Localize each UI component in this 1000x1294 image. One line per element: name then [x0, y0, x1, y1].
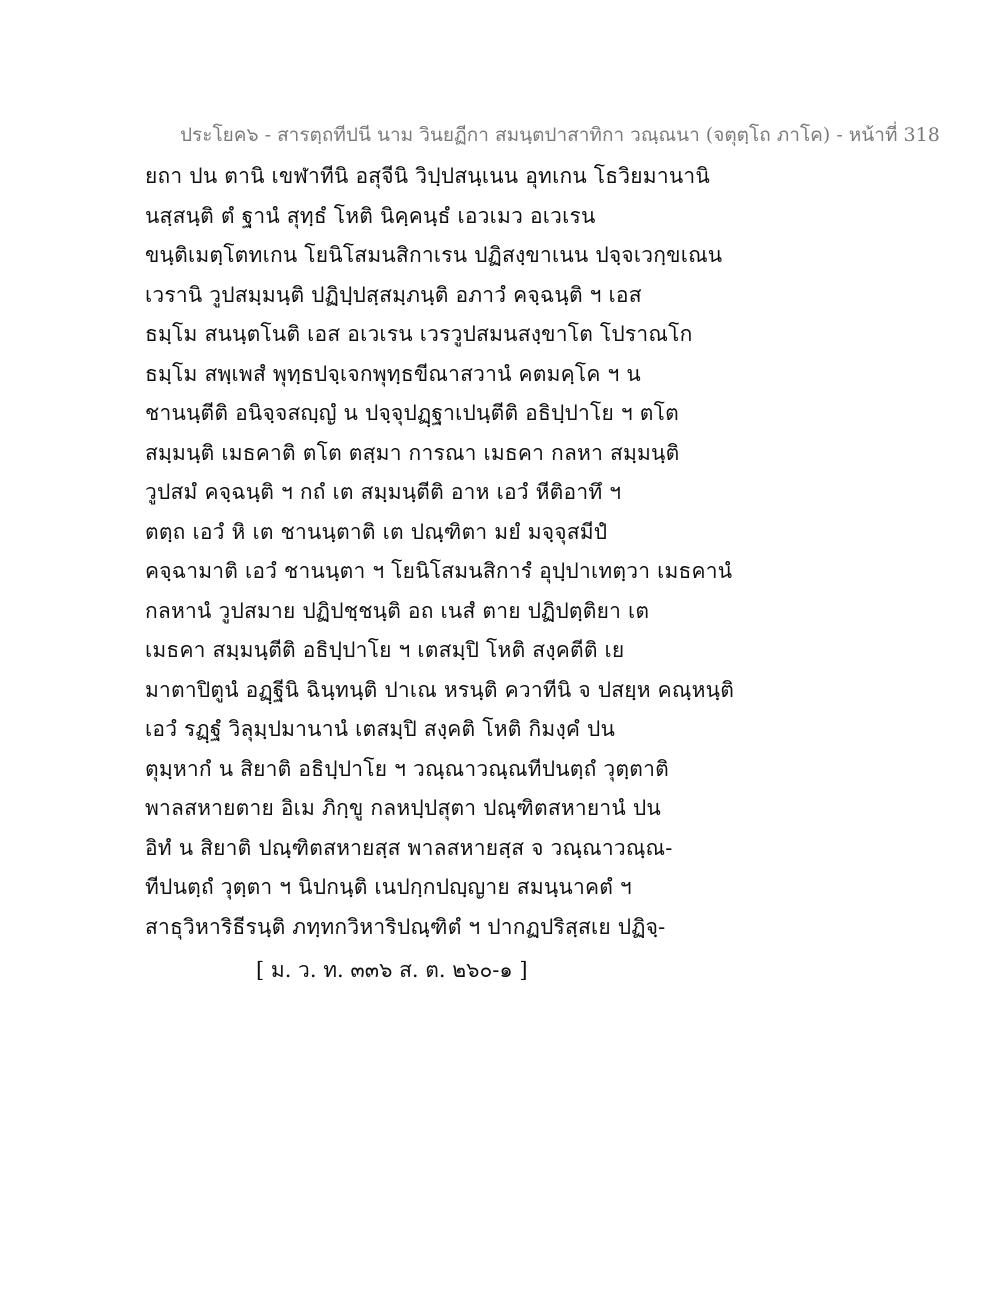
running-header: ประโยค๖ - สารตฺถทีปนี นาม วินยฏีกา สมนฺตปาสาทิกา วณฺณนา (จตุตฺโถ ภาโค) - หน้าที่ 318: [180, 124, 940, 146]
text-line: เอวํ รฏฺฐํ วิลุมฺปมานานํ เตสมฺปิ สงฺคติ โหติ กิมงฺคํ ปน: [145, 717, 616, 741]
text-line: เมธคา สมฺมนฺตีติ อธิปฺปาโย ฯ เตสมฺปิ โหติ สงฺคตีติ เย: [145, 638, 625, 662]
body-text: [145, 157, 865, 947]
source-reference: [ ม. ว. ท. ๓๓๖ ส. ต. ๒๖๐-๑ ]: [256, 958, 528, 982]
text-line: อิทํ น สิยาติ ปณฺฑิตสหายสฺส พาลสหายสฺส จ วณฺณาวณฺณ-: [145, 835, 673, 860]
text-line: กลหานํ วูปสมาย ปฏิปชฺชนฺติ อถ เนสํ ตาย ปฏิปตฺติยา เต: [145, 598, 650, 623]
text-line: ยถา ปน ตานิ เขฬาทีนิ อสุจีนิ วิปฺปสนฺเนน อุทเกน โธวิยมานานิ: [145, 164, 710, 188]
text-line: สมฺมนฺติ เมธคาติ ตโต ตสฺมา การณา เมธคา กลหา สมฺมนฺติ: [145, 440, 680, 465]
text-line: คจฺฉามาติ เอวํ ชานนฺตา ฯ โยนิโสมนสิการํ อุปฺปาเทตฺวา เมธคานํ: [145, 559, 733, 583]
text-line: มาตาปิตูนํ อฏฺฐีนิ ฉินฺทนฺติ ปาเณ หรนฺติ ควาทีนิ จ ปสยฺห คณฺหนฺติ: [145, 677, 735, 702]
text-line: ขนฺติเมตฺโตทเกน โยนิโสมนสิกาเรน ปฏิสงฺขาเนน ปจฺจเวกฺขเณน: [145, 243, 723, 267]
text-line: ตุมฺหากํ น สิยาติ อธิปฺปาโย ฯ วณฺณาวณฺณทีปนตฺถํ วุตฺตาติ: [145, 756, 669, 781]
text-line: พาลสหายตาย อิเม ภิกฺขู กลหปฺปสุตา ปณฺฑิตสหายานํ ปน: [145, 796, 661, 820]
text-line: เวรานิ วูปสมฺมนฺติ ปฏิปฺปสฺสมฺภนฺติ อภาวํ คจฺฉนฺติ ฯ เอส: [145, 282, 642, 307]
text-line: ตตฺถ เอวํ หิ เต ชานนฺตาติ เต ปณฺฑิตา มยํ มจฺจุสมีปํ: [145, 519, 608, 544]
text-line: วูปสมํ คจฺฉนฺติ ฯ กถํ เต สมฺมนฺตีติ อาห เอวํ หีติอาทึ ฯ: [145, 480, 622, 504]
text-line: ชานนฺตีติ อนิจฺจสญฺญํ น ปจฺจุปฏฺฐาเปนฺตีติ อธิปฺปาโย ฯ ตโต: [145, 401, 679, 425]
text-line: ธมฺโม สนนฺตโนติ เอส อเวเรน เวรวูปสมนสงฺขาโต โปราณโก: [145, 322, 693, 346]
text-line: ทีปนตฺถํ วุตฺตา ฯ นิปกนฺติ เนปกฺกปญฺญาย สมนฺนาคตํ ฯ: [145, 875, 632, 899]
text-line: สาธุวิหาริธีรนฺติ ภทฺทกวิหาริปณฺฑิตํ ฯ ปากฏปริสฺสเย ปฏิจฺ-: [145, 914, 666, 939]
text-line: นสฺสนฺติ ตํ ฐานํ สุทฺธํ โหติ นิคฺคนฺธํ เอวเมว อเวเรน: [145, 203, 596, 228]
text-line: ธมฺโม สพฺเพสํ พุทฺธปจฺเจกพุทฺธขีณาสวานํ คตมคฺโค ฯ น: [145, 361, 641, 386]
